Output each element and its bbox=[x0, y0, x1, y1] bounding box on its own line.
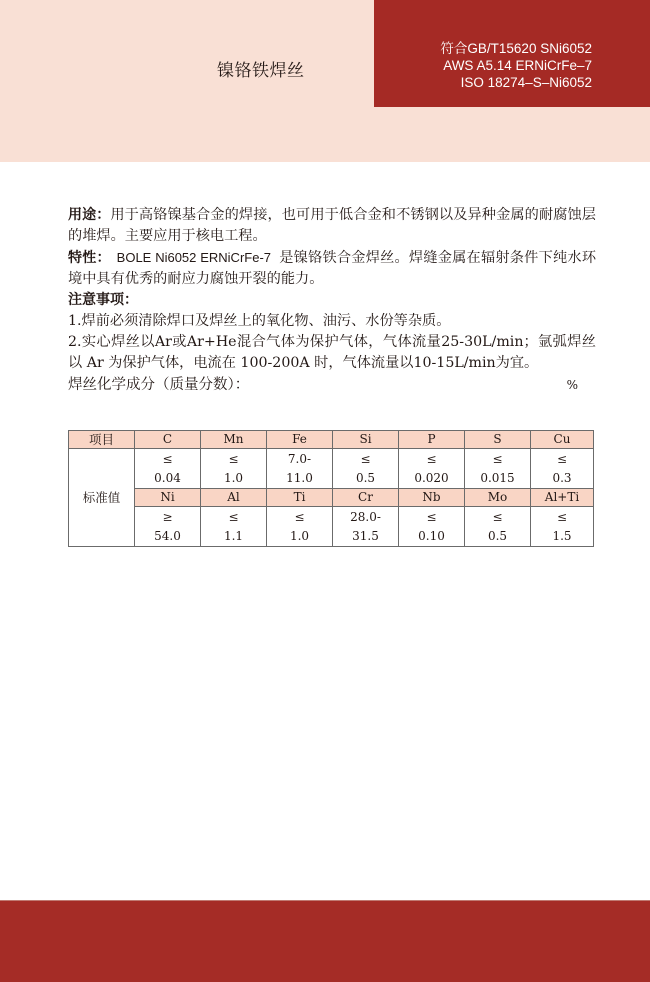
composition-title: 焊丝化学成分（质量分数）： bbox=[68, 377, 250, 393]
usage-label: 用途： bbox=[68, 207, 111, 223]
header-band bbox=[0, 0, 650, 162]
element-cell: Cr bbox=[333, 489, 399, 507]
value-cell: 7.0- 11.0 bbox=[267, 449, 333, 489]
features-model: BOLE Ni6052 ERNiCrFe-7 bbox=[116, 250, 272, 265]
value-cell: ≤ 0.5 bbox=[333, 449, 399, 489]
table-header-row bbox=[69, 489, 594, 507]
value-cell: ≤ 0.3 bbox=[531, 449, 594, 489]
element-cell: Si bbox=[333, 431, 399, 449]
value-cell: ≤ 0.10 bbox=[399, 507, 465, 547]
composition-unit: % bbox=[566, 378, 578, 392]
composition-title-row bbox=[68, 375, 596, 396]
table-value-row bbox=[69, 449, 594, 489]
element-cell: S bbox=[465, 431, 531, 449]
standard-gb: 符合GB/T15620 SNi6052 bbox=[440, 41, 592, 56]
item-header-cell: 项目 bbox=[69, 431, 135, 449]
element-cell: Al bbox=[201, 489, 267, 507]
value-cell: ≤ 0.020 bbox=[399, 449, 465, 489]
table-value-row bbox=[69, 507, 594, 547]
value-cell: ≤ 1.5 bbox=[531, 507, 594, 547]
usage-text: 用于高铬镍基合金的焊接，也可用于低合金和不锈钢以及异种金属的耐腐蚀层的堆焊。主要应用于核电工程。 bbox=[68, 207, 596, 244]
element-cell: Ti bbox=[267, 489, 333, 507]
standard-value-label: 标准值 bbox=[69, 449, 135, 547]
table-header-row bbox=[69, 431, 594, 449]
value-cell: 28.0- 31.5 bbox=[333, 507, 399, 547]
features-label: 特性： bbox=[68, 250, 111, 266]
value-cell: ≤ 0.5 bbox=[465, 507, 531, 547]
standard-iso: ISO 18274–S–Ni6052 bbox=[460, 75, 592, 90]
element-cell: Mn bbox=[201, 431, 267, 449]
features-paragraph bbox=[68, 247, 596, 290]
element-cell: Mo bbox=[465, 489, 531, 507]
element-cell: Cu bbox=[531, 431, 594, 449]
usage-paragraph bbox=[68, 205, 596, 247]
value-cell: ≥ 54.0 bbox=[135, 507, 201, 547]
note-item-1: 1.焊前必须清除焊口及焊丝上的氧化物、油污、水份等杂质。 bbox=[68, 313, 451, 329]
composition-table bbox=[68, 430, 594, 547]
standard-aws: AWS A5.14 ERNiCrFe–7 bbox=[443, 58, 592, 73]
product-title: 镍铬铁焊丝 bbox=[217, 61, 305, 81]
value-cell: ≤ 1.0 bbox=[201, 449, 267, 489]
element-cell: C bbox=[135, 431, 201, 449]
element-cell: Nb bbox=[399, 489, 465, 507]
features-text: 是镍铬铁合金焊丝。焊缝金属在辐射条件下纯水环境中具有优秀的耐应力腐蚀开裂的能力。 bbox=[68, 250, 597, 287]
footer-band bbox=[0, 900, 650, 982]
note-item-2: 2.实心焊丝以Ar或Ar+He混合气体为保护气体，气体流量25-30L/min；氩弧焊丝以 Ar 为保护气体，电流在 100-200A 时，气体流量以10-15L/min为宜。 bbox=[68, 334, 596, 371]
value-cell: ≤ 1.1 bbox=[201, 507, 267, 547]
value-cell: ≤ 1.0 bbox=[267, 507, 333, 547]
notes-heading: 注意事项： bbox=[68, 292, 138, 308]
value-cell: ≤ 0.04 bbox=[135, 449, 201, 489]
element-cell: Fe bbox=[267, 431, 333, 449]
product-description bbox=[68, 205, 596, 396]
value-cell: ≤ 0.015 bbox=[465, 449, 531, 489]
element-cell: Ni bbox=[135, 489, 201, 507]
element-cell: P bbox=[399, 431, 465, 449]
standards-box bbox=[374, 0, 650, 107]
element-cell: Al+Ti bbox=[531, 489, 594, 507]
